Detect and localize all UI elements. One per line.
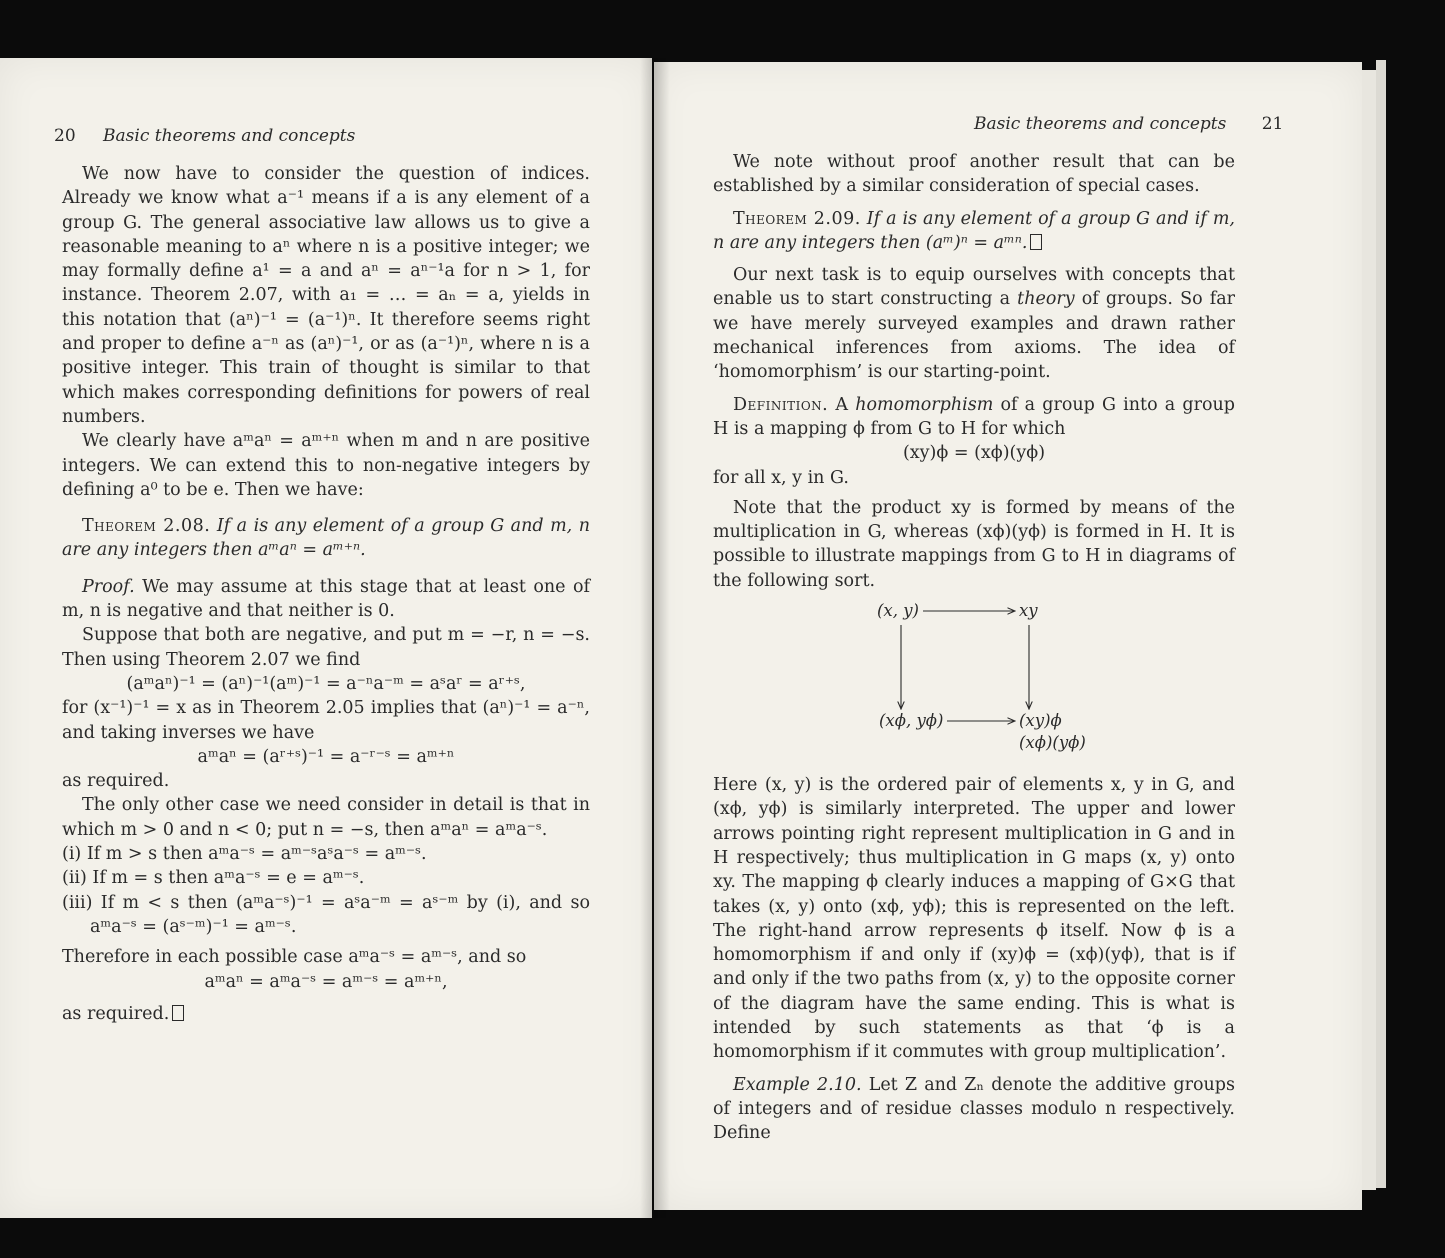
proof-text: We may assume at this stage that at least one of m, n is negative and that neither is 0. xyxy=(62,576,590,622)
theorem-2-09 xyxy=(713,207,1235,256)
definition-tail: for all x, y in G. xyxy=(713,467,849,488)
as-required-1: as required. xyxy=(62,771,170,792)
equation-result: aᵐaⁿ = (aʳ⁺ˢ)⁻¹ = a⁻ʳ⁻ˢ = aᵐ⁺ⁿ xyxy=(197,746,455,767)
right-text-column xyxy=(713,150,1235,1146)
as-required-2 xyxy=(62,1002,590,1026)
left-running-title: Basic theorems and concepts xyxy=(103,126,356,146)
book-gutter xyxy=(640,58,670,1218)
left-text-column xyxy=(62,162,590,1026)
theorem-2-09-statement: If a is any element of a group G and if m, n are any integers then (aᵐ)ⁿ = aᵐⁿ. xyxy=(713,208,1235,253)
right-para-product: Note that the product xy is formed by means of the multiplication in G, whereas (xϕ)(yϕ) is formed in H. It is possible to illustrate mappings from G to H in diagrams of the following sort. xyxy=(713,497,1235,591)
theorem-2-08-statement: If a is any element of a group G and m, n are any integers then aᵐaⁿ = aᵐ⁺ⁿ. xyxy=(62,516,590,561)
page-edges xyxy=(1362,70,1376,1190)
commutative-diagram xyxy=(713,599,1235,769)
proof-label: Proof. xyxy=(82,576,135,597)
left-para-therefore: Therefore in each possible case aᵐa⁻ˢ = aᵐ⁻ˢ, and so xyxy=(62,947,527,968)
left-para-indices: We now have to consider the question of indices. Already we know what a⁻¹ means if a is any element of a group G. The general associative law allows us to give a reasonable meaning to aⁿ where n is a positive integer; we may formally define a¹ = a and aⁿ = aⁿ⁻¹a for n > 1, for instance. Theorem 2.07, with a₁ = … = aₙ = a, yields in this notation that (aⁿ)⁻¹ = (a⁻¹)ⁿ. It therefore seems right and proper to define a⁻ⁿ as (aⁿ)⁻¹, or as (a⁻¹)ⁿ, where n is a positive integer. This train of thought is similar to that which makes corresponding definitions for powers of real numbers. xyxy=(62,164,590,427)
diagram-bottom-right-2: (xϕ)(yϕ) xyxy=(1019,733,1086,753)
equation-final: aᵐaⁿ = aᵐa⁻ˢ = aᵐ⁻ˢ = aᵐ⁺ⁿ, xyxy=(204,971,448,992)
diagram-top-left: (x, y) xyxy=(877,601,919,621)
case-iii: (iii) If m < s then (aᵐa⁻ˢ)⁻¹ = aˢa⁻ᵐ = aˢ⁻ᵐ by (i), and so aᵐa⁻ˢ = (aˢ⁻ᵐ)⁻¹ = aᵐ⁻ˢ. xyxy=(62,892,590,937)
diagram-arrows xyxy=(713,599,1235,769)
diagram-bottom-left: (xϕ, yϕ) xyxy=(879,711,944,731)
example-label: Example 2.10. xyxy=(733,1074,862,1095)
theorem-2-08-label: Theorem 2.08. xyxy=(82,516,211,537)
diagram-top-right: xy xyxy=(1019,601,1038,621)
theorem-2-09-label: Theorem 2.09. xyxy=(733,208,861,229)
proof-opening xyxy=(62,575,590,624)
equation-inverse: (aᵐaⁿ)⁻¹ = (aⁿ)⁻¹(aᵐ)⁻¹ = a⁻ⁿa⁻ᵐ = aˢaʳ = aʳ⁺ˢ, xyxy=(126,673,526,694)
theorem-2-08 xyxy=(62,514,590,563)
case-i: (i) If m > s then aᵐa⁻ˢ = aᵐ⁻ˢaˢa⁻ˢ = aᵐ⁻ˢ. xyxy=(62,844,427,865)
case-ii: (ii) If m = s then aᵐa⁻ˢ = e = aᵐ⁻ˢ. xyxy=(62,868,365,889)
left-para-both-negative: Suppose that both are negative, and put m = −r, n = −s. Then using Theorem 2.07 we find xyxy=(62,625,590,670)
right-page-number: 21 xyxy=(1261,114,1284,134)
definition-text-a: A xyxy=(835,394,849,415)
left-para-taking-inverses: for (x⁻¹)⁻¹ = x as in Theorem 2.05 implies that (aⁿ)⁻¹ = a⁻ⁿ, and taking inverses we have xyxy=(62,698,590,743)
next-task-text-a: Our next task is to equip ourselves with concepts that enable us to start constructing a xyxy=(713,265,1235,310)
right-para-explanation: Here (x, y) is the ordered pair of elements x, y in G, and (xϕ, yϕ) is similarly interpreted. The upper and lower arrows pointing right represent multiplication in G and in H respectively; thus multiplication in G maps (x, y) onto xy. The mapping ϕ clearly induces a mapping of G×G that takes (x, y) onto (xϕ, yϕ); this is represented on the left. The right-hand arrow represents ϕ itself. Now ϕ is a homomorphism if and only if (xy)ϕ = (xϕ)(yϕ), that is if and only if the two paths from (x, y) to the opposite corner of the diagram have the same ending. This is what is intended by such statements as that ‘ϕ is a homomorphism if it commutes with group multiplication’. xyxy=(713,775,1235,1063)
example-2-10 xyxy=(713,1073,1235,1146)
next-task-theory: theory xyxy=(1017,289,1075,310)
page-edges-back xyxy=(1376,60,1386,1188)
left-para-other-case: The only other case we need consider in detail is that in which m > 0 and n < 0; put n = −s, then aᵐaⁿ = aᵐa⁻ˢ. xyxy=(62,795,590,840)
right-header xyxy=(974,114,1283,134)
definition-term: homomorphism xyxy=(855,394,994,415)
left-page-number: 20 xyxy=(54,126,76,146)
right-para-note: We note without proof another result that can be established by a similar consideration of special cases. xyxy=(713,152,1235,197)
right-running-title: Basic theorems and concepts xyxy=(974,114,1227,134)
qed-box-icon xyxy=(172,1005,184,1021)
definition-homomorphism xyxy=(713,393,1235,442)
diagram-bottom-right-1: (xy)ϕ xyxy=(1019,711,1062,731)
definition-text-b: of a group G into a group H is a mapping ϕ from G to H for which xyxy=(713,394,1235,439)
as-required-2-text: as required. xyxy=(62,1003,170,1024)
left-header xyxy=(54,126,355,146)
right-para-next-task xyxy=(713,263,1235,384)
left-para-positive-integers: We clearly have aᵐaⁿ = aᵐ⁺ⁿ when m and n are positive integers. We can extend this to non-negative integers by defining a⁰ to be e. Then we have: xyxy=(62,431,590,500)
definition-label: Definition. xyxy=(733,394,829,415)
definition-equation: (xy)ϕ = (xϕ)(yϕ) xyxy=(902,443,1046,464)
example-text: Let Z and Zₙ denote the additive groups of integers and of residue classes modulo n respectively. Define xyxy=(713,1074,1235,1144)
qed-box-icon xyxy=(1030,234,1042,250)
next-task-text-b: of groups. So far we have merely surveyed examples and drawn rather mechanical inferences from axioms. The idea of ‘homomorphism’ is our starting-point. xyxy=(713,289,1235,383)
